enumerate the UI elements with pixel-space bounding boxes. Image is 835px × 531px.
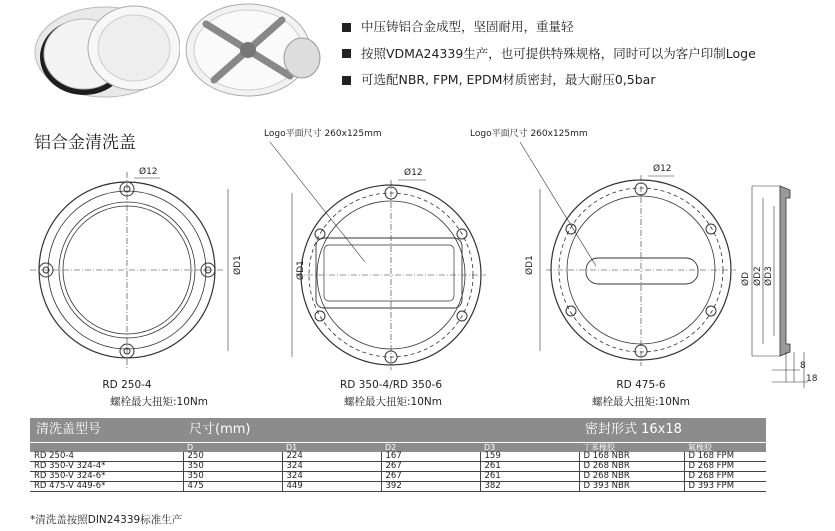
table-row [30,472,766,482]
drawing-rd250 [30,166,243,368]
dim-d1-label: ØD1 [233,255,243,275]
table-cell: D 393 FPM [684,482,766,492]
table-cell: 224 [282,452,381,462]
header-model: 清洗盖型号 [30,418,183,443]
table-cell: D 393 NBR [579,482,684,492]
dim-d-label: ØD [741,271,751,286]
dim-d1-label: ØD1 [296,260,306,280]
table-cell: RD 350-V 324-4* [30,462,183,472]
model-caption-rd250: RD 250-4 [102,379,152,391]
table-cell: 261 [480,472,579,482]
table-cell: D 268 FPM [684,472,766,482]
header-seal: 密封形式 16x18 [579,418,766,443]
table-cell: 350 [183,462,282,472]
section-title: 铝合金清洗盖 [34,133,136,153]
feature-text: 可选配NBR, FPM, EPDM材质密封，最大耐压0,5bar [361,72,656,87]
table-cell: 382 [480,482,579,492]
drawing-rd475 [470,127,736,366]
column-header: D1 [282,443,381,453]
dim-d1-label: ØD1 [525,255,535,275]
table-cell: 392 [381,482,480,492]
table-cell: RD 350-V 324-6* [30,472,183,482]
logo-size-label: Logo平面尺寸 260x125mm [264,129,382,139]
column-header: D [183,443,282,453]
table-cell: 250 [183,452,282,462]
table-row [30,462,766,472]
dim-hole-label: Ø12 [139,167,158,177]
table-cell: D 268 NBR [579,472,684,482]
torque-caption: 螺栓最大扭矩:10Nm [344,396,442,408]
table-cell: 159 [480,452,579,462]
table-cell: D 268 NBR [579,462,684,472]
column-header: 氟橡胶 [684,443,766,453]
table-cell: RD 250-4 [30,452,183,462]
drawing-side-profile [740,186,818,388]
table-cell: 350 [183,472,282,482]
model-caption-rd350: RD 350-4/RD 350-6 [340,379,442,391]
table-cell: 267 [381,472,480,482]
table-cell: D 168 FPM [684,452,766,462]
table-cell: 324 [282,462,381,472]
dim-d2-label: ØD2 [753,266,763,286]
dim-8-label: 8 [800,361,806,371]
logo-size-label: Logo平面尺寸 260x125mm [470,129,588,139]
table-cell: 261 [480,462,579,472]
table-cell: RD 475-V 449-6* [30,482,183,492]
column-header: 丁苯橡胶 [579,443,684,453]
drawing-rd350 [264,127,486,370]
header-size: 尺寸(mm) [183,418,579,443]
dim-hole-label: Ø12 [404,168,423,178]
dim-d3-label: ØD3 [764,266,774,286]
column-header: D3 [480,443,579,453]
feature-text: 按照VDMA24339生产，也可提供特殊规格，同时可以为客户印制Loge [361,45,756,61]
table-cell: 449 [282,482,381,492]
dim-18-label: 18 [806,374,818,384]
table-cell: 267 [381,462,480,472]
footnote: *清洗盖按照DIN24339标准生产 [30,514,183,526]
model-caption-rd475: RD 475-6 [616,379,666,391]
torque-caption: 螺栓最大扭矩:10Nm [592,396,690,408]
table-cell: 475 [183,482,282,492]
dim-hole-label: Ø12 [653,164,672,174]
column-header: D2 [381,443,480,453]
torque-caption: 螺栓最大扭矩:10Nm [110,396,208,408]
table-cell: D 268 FPM [684,462,766,472]
table-cell: D 168 NBR [579,452,684,462]
spec-table [30,418,766,492]
table-cell: 324 [282,472,381,482]
feature-text: 中压铸铝合金成型，坚固耐用，重量轻 [361,19,574,34]
table-cell: 167 [381,452,480,462]
table-row [30,482,766,492]
